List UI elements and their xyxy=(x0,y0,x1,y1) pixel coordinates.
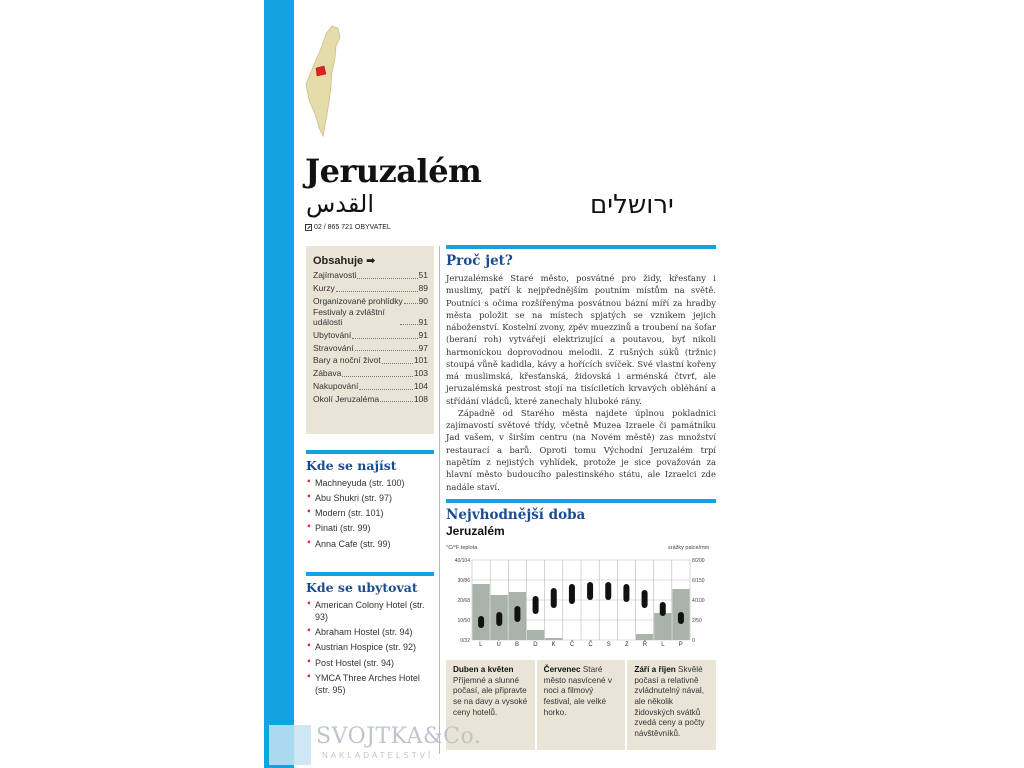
chart-right-axis-label: srážky palce/mm xyxy=(668,545,710,551)
temperature-range-bar xyxy=(660,602,666,616)
contents-item-page: 103 xyxy=(413,368,428,379)
sleep-section xyxy=(306,572,434,699)
left-tick-label: 30/86 xyxy=(457,578,470,584)
month-label: P xyxy=(678,642,683,648)
leader-dots xyxy=(355,342,418,352)
section-bar xyxy=(446,499,716,503)
month-label: B xyxy=(515,642,520,648)
contents-item-label: Zajímavosti xyxy=(313,270,357,280)
leader-dots xyxy=(382,354,413,364)
blue-edge-strip xyxy=(264,0,294,768)
contents-item-label: Festivaly a zvláštní události xyxy=(313,307,385,328)
temperature-range-bar xyxy=(642,590,648,608)
chart-left-axis-label: °C/°F teplota xyxy=(446,545,478,551)
eat-list-item: ➧ Abu Shukri (str. 97) xyxy=(306,492,434,504)
left-tick-label: 40/104 xyxy=(454,558,470,564)
leader-dots xyxy=(342,367,412,377)
season-panel-heading: Červenec xyxy=(543,665,581,674)
contents-item[interactable] xyxy=(313,282,428,295)
month-label: Ú xyxy=(496,642,501,648)
sleep-title: Kde se ubytovat xyxy=(306,580,418,595)
section-bar xyxy=(306,572,434,576)
right-tick-label: 6/150 xyxy=(692,578,705,584)
sleep-list-item: ➧ Post Hostel (str. 94) xyxy=(306,657,434,669)
season-panel-heading: Září a říjen xyxy=(634,665,676,674)
contents-item-page: 101 xyxy=(413,355,428,366)
rainfall-bar xyxy=(545,638,562,640)
sleep-list-item: ➧ Abraham Hostel (str. 94) xyxy=(306,626,434,638)
contents-item[interactable] xyxy=(313,295,428,308)
month-label: Z xyxy=(624,642,629,648)
leader-dots xyxy=(400,324,418,325)
contents-item[interactable] xyxy=(313,269,428,282)
left-tick-label: 20/68 xyxy=(457,598,470,604)
why-paragraph-1: Jeruzalémské Staré město, posvátné pro židy, křesťany i muslimy, patří k nejpřednějším poutním místům na světě. Poutníci s očima rozšířenýma posvátnou bázní míří za hradby města položit se na místech spjatých se vznikem jejich náboženství. Kostelní zvony, zpěv muezzinů a troubení na šofar (beraní roh) vytvářejí elektrizující a poutavou, byť nikoli harmonickou doprovodnou melodii. Z rušných súků (tržnic) stoupá vůně kadidla, kávy a hořících svíček. Své vlastní kořeny má muslimská, křesťanská, židovská i arménská čtvrť, ale jeruzalémská pestrost stojí na tisíciletích krvavých obléhání a střídání vládců, které zanechaly hluboké rány. xyxy=(446,273,716,406)
contents-item[interactable] xyxy=(313,329,428,342)
contents-item-page: 89 xyxy=(418,282,428,293)
month-label: Ř xyxy=(642,642,648,648)
month-label: K xyxy=(551,642,556,648)
right-tick-label: 8/200 xyxy=(692,558,705,564)
leader-dots xyxy=(352,329,417,339)
temperature-range-bar xyxy=(623,584,629,602)
israel-map-icon xyxy=(302,24,352,144)
month-label: Č xyxy=(569,642,575,648)
contents-box xyxy=(306,246,434,434)
season-panel xyxy=(627,660,716,750)
chart-title: Jeruzalém xyxy=(446,524,505,538)
season-panel-text: Skvělé počasí a relativně zvládnutelný nával, ale několik židovských svátků zvedá ceny a počty návštěvníků. xyxy=(634,665,705,738)
eat-section xyxy=(306,450,434,553)
why-text xyxy=(446,272,716,493)
why-section xyxy=(446,245,716,493)
rainfall-bar xyxy=(527,630,544,640)
rainfall-bar xyxy=(473,584,490,640)
right-tick-label: 4/100 xyxy=(692,598,705,604)
contents-heading: Obsahuje ➡ xyxy=(313,255,376,267)
leader-dots xyxy=(404,295,418,305)
season-panel-heading: Duben a květen xyxy=(453,665,514,674)
title-hebrew: ירושלים xyxy=(590,190,674,220)
temperature-range-bar xyxy=(514,606,520,622)
temperature-range-bar xyxy=(678,612,684,624)
season-panel-text: Staré město nasvícené v noci a filmový festival, ale velké horko. xyxy=(543,665,612,717)
left-tick-label: 0/32 xyxy=(460,638,470,644)
contents-item-page: 97 xyxy=(418,342,428,353)
leader-dots xyxy=(336,282,418,292)
best-time-section xyxy=(446,499,716,538)
eat-list-item: ➧ Machneyuda (str. 100) xyxy=(306,477,434,489)
month-label: L xyxy=(479,642,483,648)
month-label: D xyxy=(533,642,538,648)
phone-code-icon xyxy=(305,224,312,231)
contents-item-page: 51 xyxy=(418,270,428,280)
contents-item-label: Nakupování xyxy=(313,380,359,391)
leader-dots xyxy=(359,380,412,390)
contents-item[interactable] xyxy=(313,367,428,380)
season-panel xyxy=(537,660,626,750)
best-time-title: Nejvhodnější doba xyxy=(446,507,586,523)
population-line xyxy=(305,224,391,231)
month-label: L xyxy=(661,642,665,648)
sleep-list-item: ➧ Austrian Hospice (str. 92) xyxy=(306,641,434,653)
contents-item-page: 91 xyxy=(418,317,428,328)
eat-list-item: ➧ Pinati (str. 99) xyxy=(306,522,434,534)
temperature-range-bar xyxy=(605,582,611,600)
eat-list-item: ➧ Anna Cafe (str. 99) xyxy=(306,538,434,550)
eat-list xyxy=(306,477,434,550)
column-divider xyxy=(439,246,440,754)
contents-item-label: Bary a noční život xyxy=(313,355,381,366)
contents-item[interactable] xyxy=(313,354,428,367)
logo-name: SVOJTKA&Co. xyxy=(316,724,482,749)
temperature-range-bar xyxy=(533,596,539,614)
section-bar xyxy=(306,450,434,454)
eat-title: Kde se najíst xyxy=(306,458,397,473)
publisher-logo xyxy=(264,722,482,768)
contents-list xyxy=(313,269,428,405)
contents-item-label: Ubytování xyxy=(313,329,352,340)
temperature-range-bar xyxy=(551,588,557,608)
temperature-range-bar xyxy=(478,616,484,628)
season-panels xyxy=(446,660,716,750)
season-panel-text: Příjemné a slunné počasí, ale připravte se na davy a vysoké ceny hotelů. xyxy=(453,675,528,717)
contents-item-page: 104 xyxy=(413,380,428,391)
leader-dots xyxy=(380,393,413,403)
month-label: S xyxy=(606,642,611,648)
contents-item-label: Okolí Jeruzaléma xyxy=(313,393,380,404)
contents-item-label: Kurzy xyxy=(313,282,335,293)
eat-list-item: ➧ Modern (str. 101) xyxy=(306,507,434,519)
sleep-list-item: ➧ YMCA Three Arches Hotel (str. 95) xyxy=(306,672,434,696)
contents-item-label: Stravování xyxy=(313,342,354,353)
contents-item-page: 90 xyxy=(418,295,428,306)
month-label: Č xyxy=(588,642,593,648)
right-tick-label: 2/50 xyxy=(692,618,702,624)
rainfall-bar xyxy=(654,613,671,640)
why-title: Proč jet? xyxy=(446,253,513,269)
contents-item[interactable] xyxy=(313,380,428,393)
right-tick-label: 0 xyxy=(692,638,695,644)
why-paragraph-2: Západně od Starého města najdete úplnou pokladnici zajímavostí světové třídy, včetně Muzea Izraele či památníku Jad vašem, v širším centru (na Novém městě) zas množství restaurací a barů. Oproti tomu Východní Jeruzalém trpí napětím z nejistých vyhlídek, protože je sice považován za hlavní město budoucího palestinského státu, ale Izraelci zde nadále staví. xyxy=(446,407,716,492)
population-text: 02 / 865 721 OBYVATEL xyxy=(314,224,391,231)
section-bar xyxy=(446,245,716,249)
temperature-range-bar xyxy=(569,584,575,604)
logo-subtitle: NAKLADATELSTVÍ xyxy=(322,751,434,760)
page-title: Jeruzalém xyxy=(305,152,482,190)
contents-item[interactable] xyxy=(313,342,428,355)
climate-chart xyxy=(446,555,716,647)
contents-item[interactable] xyxy=(313,393,428,406)
chart-month-labels xyxy=(472,642,690,648)
sleep-list-item: ➧ American Colony Hotel (str. 93) xyxy=(306,599,434,623)
left-tick-label: 10/50 xyxy=(457,618,470,624)
contents-item-page: 91 xyxy=(418,329,428,340)
temperature-range-bar xyxy=(587,582,593,600)
contents-item-page: 108 xyxy=(413,393,428,404)
logo-mark-icon xyxy=(269,725,311,765)
contents-item-label: Zábava xyxy=(313,368,342,379)
contents-item[interactable] xyxy=(313,308,428,328)
temperature-range-bar xyxy=(496,612,502,626)
title-arabic: القدس xyxy=(306,190,375,218)
leader-dots xyxy=(357,269,417,279)
sleep-list xyxy=(306,599,434,696)
contents-item-label: Organizované prohlídky xyxy=(313,295,403,306)
rainfall-bar xyxy=(636,634,653,640)
